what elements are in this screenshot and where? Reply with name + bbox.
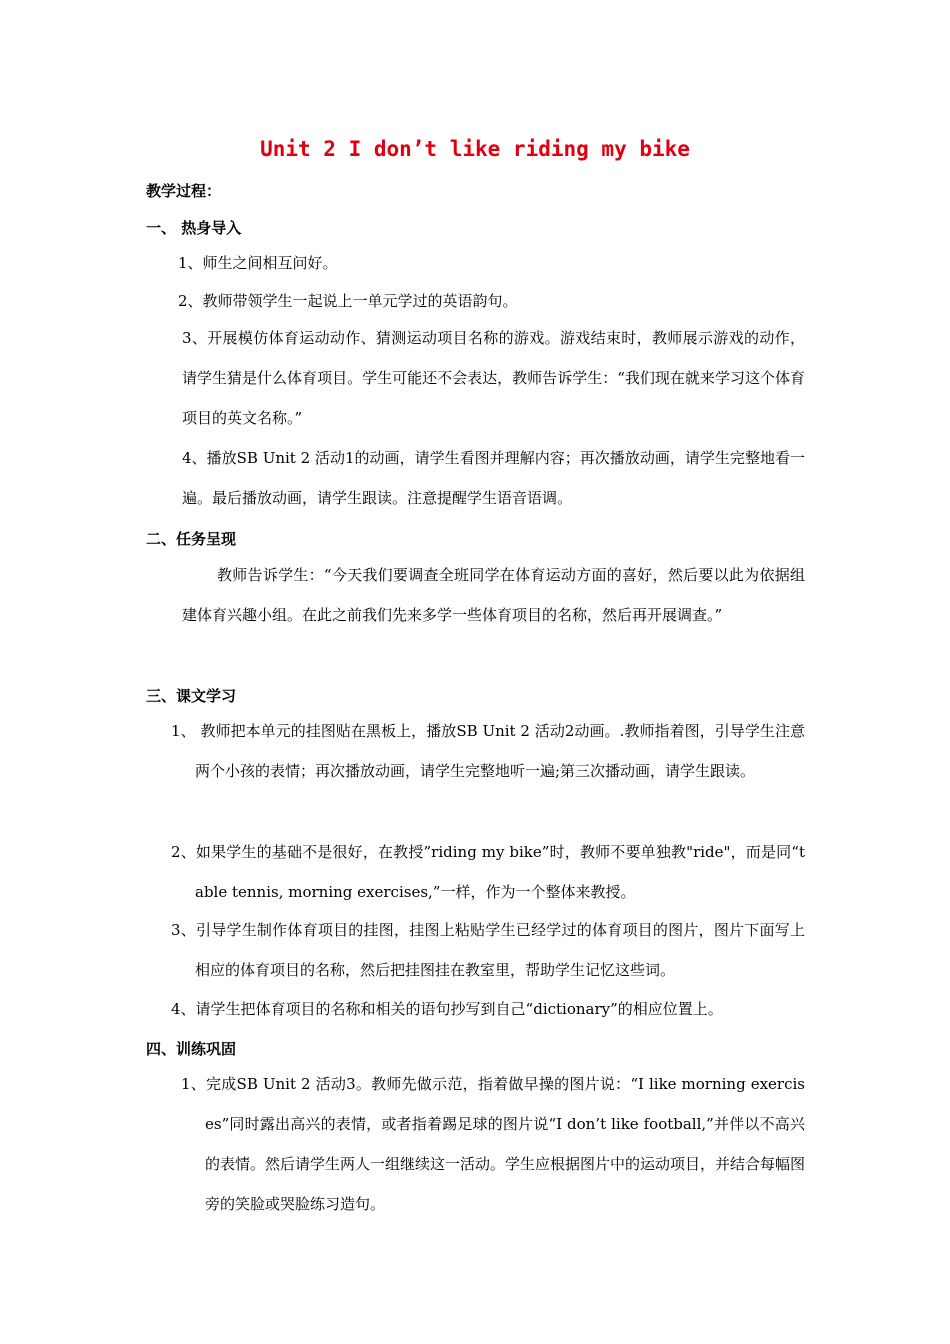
list-item: 2、教师带领学生一起说上一单元学过的英语韵句。 [178,292,518,310]
section-heading-warmup: 一、 热身导入 [146,219,242,237]
list-item: 3、引导学生制作体育项目的挂图，挂图上粘贴学生已经学过的体育项目的图片，图片下面写上相应的体育项目的名称，然后把挂图挂在教室里，帮助学生记忆这些词。 [171,921,805,979]
list-item: 1、师生之间相互问好。 [178,254,338,272]
list-item: 1、完成SB Unit 2 活动3。教师先做示范，指着做早操的图片说：“I like morning exercises”同时露出高兴的表情，或者指着踢足球的图片说“I don’t like football,”并伴以不高兴的表情。然后请学生两人一组继续这一活动。学生应根据图片中的运动项目，并结合每幅图旁的笑脸或哭脸练习造句。 [181,1075,806,1213]
process-label: 教学过程： [146,182,222,200]
list-item: 4、播放SB Unit 2 活动1的动画，请学生看图并理解内容；再次播放动画，请学生完整地看一遍。最后播放动画，请学生跟读。注意提醒学生语音语调。 [182,449,805,507]
list-item: 2、如果学生的基础不是很好，在教授”riding my bike”时，教师不要单独教"ride"，而是同“table tennis, morning exercises,”一样，作为一个整体来教授。 [171,843,805,901]
document-title: Unit 2 I don’t like riding my bike [260,137,690,161]
list-item: 3、开展模仿体育运动动作、猜测运动项目名称的游戏。游戏结束时，教师展示游戏的动作，请学生猜是什么体育项目。学生可能还不会表达，教师告诉学生：“我们现在就来学习这个体育项目的英文名称。” [182,329,805,427]
list-item: 4、请学生把体育项目的名称和相关的语句抄写到自己“dictionary”的相应位置上。 [171,1000,723,1018]
section-heading-text-study: 三、课文学习 [146,687,237,705]
section-heading-task: 二、任务呈现 [146,530,237,548]
list-item: 1、 教师把本单元的挂图贴在黑板上，播放SB Unit 2 活动2动画。.教师指着图，引导学生注意两个小孩的表情；再次播放动画，请学生完整地听一遍;第三次播动画，请学生跟读。 [171,722,805,780]
section-heading-practice: 四、训练巩固 [146,1040,237,1058]
list-item: 教师告诉学生：“今天我们要调查全班同学在体育运动方面的喜好，然后要以此为依据组建体育兴趣小组。在此之前我们先来多学一些体育项目的名称，然后再开展调查。” [182,566,805,624]
